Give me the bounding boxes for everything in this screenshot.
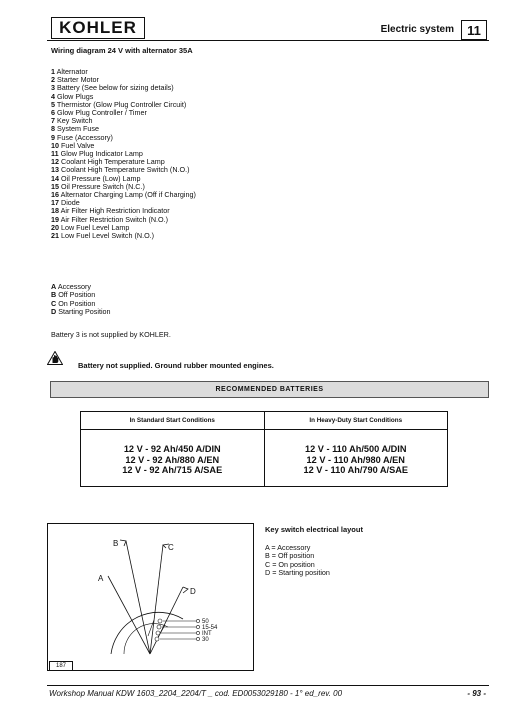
legend-item: 20 Low Fuel Level Lamp (51, 222, 130, 232)
legend-item: 4 Glow Plugs (51, 91, 94, 101)
header-divider (47, 40, 489, 41)
legend-item: 12 Coolant High Temperature Lamp (51, 157, 165, 167)
battery-spec: 12 V - 110 Ah/790 A/SAE (303, 465, 408, 475)
key-switch-item: C = On position (265, 559, 315, 569)
legend-item: 1 Alternator (51, 67, 88, 76)
position-list (51, 283, 111, 317)
hand-warning-icon (47, 351, 63, 365)
footer-divider (47, 685, 489, 686)
legend-item: 7 Key Switch (51, 116, 93, 126)
battery-column-standard (81, 412, 264, 486)
battery-column-heavy-duty (264, 412, 448, 486)
position-item: D Starting Position (51, 307, 111, 317)
legend-item: 13 Coolant High Temperature Switch (N.O.) (51, 165, 190, 175)
battery-values (81, 430, 264, 476)
legend-item: 9 Fuse (Accessory) (51, 132, 113, 142)
position-item: B Off Position (51, 290, 96, 300)
component-legend (51, 68, 196, 240)
diagram-label-b: B (113, 539, 119, 548)
battery-note: Battery 3 is not supplied by KOHLER. (51, 330, 171, 339)
key-switch-item: A = Accessory (265, 543, 311, 552)
key-switch-diagram (47, 523, 254, 671)
legend-item: 2 Starter Motor (51, 75, 99, 85)
key-switch-title: Key switch electrical layout (265, 525, 363, 534)
legend-item: 5 Thermistor (Glow Plug Controller Circuit) (51, 99, 187, 109)
terminal-label: 15-54 (202, 625, 218, 631)
key-switch-item: D = Starting position (265, 568, 330, 578)
battery-spec: 12 V - 92 Ah/715 A/SAE (122, 465, 223, 475)
diagram-label-d: D (190, 587, 196, 596)
legend-item: 14 Oil Pressure (Low) Lamp (51, 173, 141, 183)
legend-item: 6 Glow Plug Controller / Timer (51, 108, 147, 118)
terminal-label: 50 (202, 619, 209, 625)
battery-spec: 12 V - 92 Ah/880 A/EN (125, 454, 220, 465)
kohler-logo: KOHLER (51, 17, 145, 39)
chapter-number: 11 (461, 20, 487, 40)
battery-values (265, 430, 448, 476)
diagram-title: Wiring diagram 24 V with alternator 35A (51, 46, 193, 55)
key-switch-item: B = Off position (265, 551, 315, 561)
battery-spec: 12 V - 110 Ah/500 A/DIN (305, 444, 407, 454)
terminal-label: INT (202, 631, 212, 637)
battery-spec: 12 V - 92 Ah/450 A/DIN (123, 444, 221, 454)
battery-column-heading: In Standard Start Conditions (81, 412, 264, 430)
battery-column-heading: In Heavy-Duty Start Conditions (265, 412, 448, 430)
legend-item: 3 Battery (See below for sizing details) (51, 83, 174, 93)
diagram-label-c: C (168, 543, 174, 552)
battery-table (80, 411, 448, 487)
battery-spec: 12 V - 110 Ah/980 A/EN (306, 454, 405, 465)
figure-number: 187 (49, 661, 73, 671)
footer-manual-info: Workshop Manual KDW 1603_2204_2204/T _ cod. ED0053029180 - 1° ed_rev. 00 (49, 689, 343, 698)
section-title: Electric system (380, 24, 454, 35)
warning-text: Battery not supplied. Ground rubber mounted engines. (78, 361, 274, 370)
key-switch-list (265, 544, 330, 578)
terminal-label: 30 (202, 637, 209, 643)
legend-item: 15 Oil Pressure Switch (N.C.) (51, 181, 145, 191)
legend-item: 21 Low Fuel Level Switch (N.O.) (51, 231, 155, 241)
legend-item: 19 Air Filter Restriction Switch (N.O.) (51, 214, 169, 224)
position-item: C On Position (51, 298, 96, 308)
recommended-batteries-header: RECOMMENDED BATTERIES (50, 381, 489, 398)
legend-item: 18 Air Filter High Restriction Indicator (51, 206, 170, 216)
legend-item: 11 Glow Plug Indicator Lamp (51, 149, 143, 159)
position-item: A Accessory (51, 282, 91, 291)
diagram-label-a: A (98, 574, 104, 583)
legend-item: 10 Fuel Valve (51, 140, 95, 150)
page-number: - 93 - (467, 689, 486, 698)
legend-item: 17 Diode (51, 198, 80, 208)
legend-item: 16 Alternator Charging Lamp (Off if Charging) (51, 190, 196, 200)
legend-item: 8 System Fuse (51, 124, 99, 134)
